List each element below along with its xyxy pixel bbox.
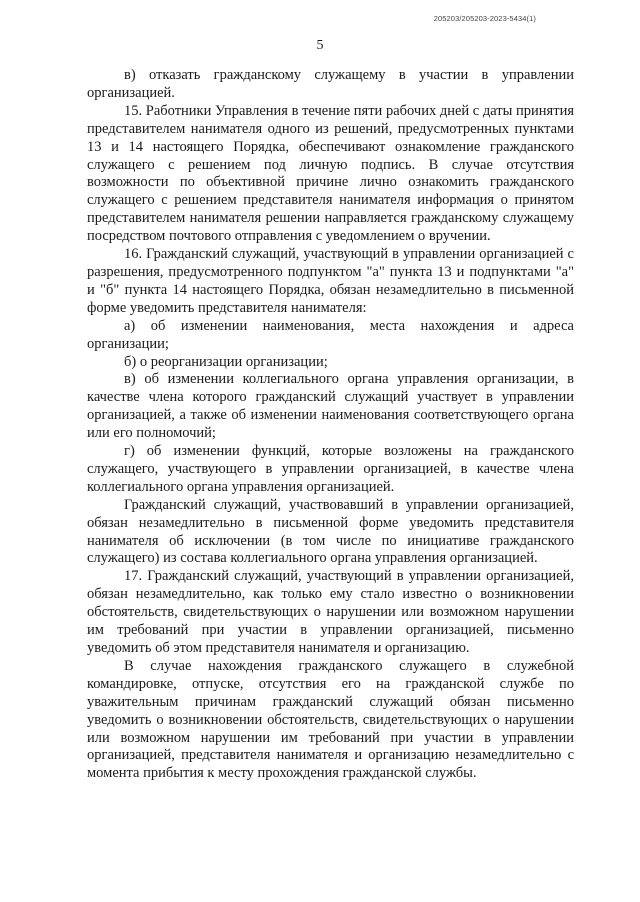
paragraph-15-decision-notice: 15. Работники Управления в течение пяти рабочих дней с даты принятия представителем нанимателя одного из решений, предусмотренных пунктами 13 и 14 настоящего Порядка, обеспечивают ознакомление гражданского служащего с решением под личную подпись. В случае отсутствия возможности по объективной причине лично ознакомить гражданского служащего с решением представителя нанимателя информация о принятом представителем нанимателя решении направляется гражданскому служащему посредством почтового отправления с уведомлением о вручении. [87, 102, 574, 245]
paragraph-16a-name-change: а) об изменении наименования, места нахождения и адреса организации; [87, 317, 574, 352]
page-number: 5 [316, 38, 324, 53]
paragraph-16v-body-change: в) об изменении коллегиального органа управления организации, в качестве члена которого гражданский служащий участвует в управлении организацией, а также об изменении наименования соответствующего органа или его полномочий; [87, 371, 574, 442]
paragraph-exclusion-notice: Гражданский служащий, участвовавший в управлении организацией, обязан незамедлительно в письменной форме уведомить представителя нанимателя об исключении (в том числе по инициативе гражданского служащего) из состава коллегиального органа управления организацией. [87, 496, 574, 567]
paragraph-16-notify-obligation: 16. Гражданский служащий, участвующий в управлении организацией с разрешения, предусмотренного подпунктом "а" пункта 13 и подпунктами "а" и "б" пункта 14 настоящего Порядка, обязан незамедлительно в письменной форме уведомить представителя нанимателя: [87, 246, 574, 316]
document-body [87, 67, 574, 783]
paragraph-refuse-participation: в) отказать гражданскому служащему в участии в управлении организацией. [87, 67, 574, 101]
document-id: 205203/205203-2023-5434(1) [433, 14, 536, 23]
paragraph-17-violation-notice: 17. Гражданский служащий, участвующий в управлении организацией, обязан незамедлительно, как только ему стало известно о возникновении обстоятельств, свидетельствующих о нарушении или возможном нарушении им требований при участии в управлении организацией, письменно уведомить об этом представителя нанимателя и организацию. [87, 568, 574, 656]
paragraph-16g-functions-change: г) об изменении функций, которые возложены на гражданского служащего, участвующего в управлении организацией, в качестве члена коллегиального органа управления организацией. [87, 443, 574, 495]
paragraph-16b-reorganization: б) о реорганизации организации; [124, 353, 328, 370]
paragraph-absence-case: В случае нахождения гражданского служащего в служебной командировке, отпуске, отсутствия его на гражданской службе по уважительным причинам гражданский служащий обязан письменно уведомить о возникновении обстоятельств, свидетельствующих о нарушении или возможном нарушении им требований при участии в управлении организацией, представителя нанимателя и организацию незамедлительно с момента прибытия к месту прохождения гражданской службы. [87, 657, 574, 782]
